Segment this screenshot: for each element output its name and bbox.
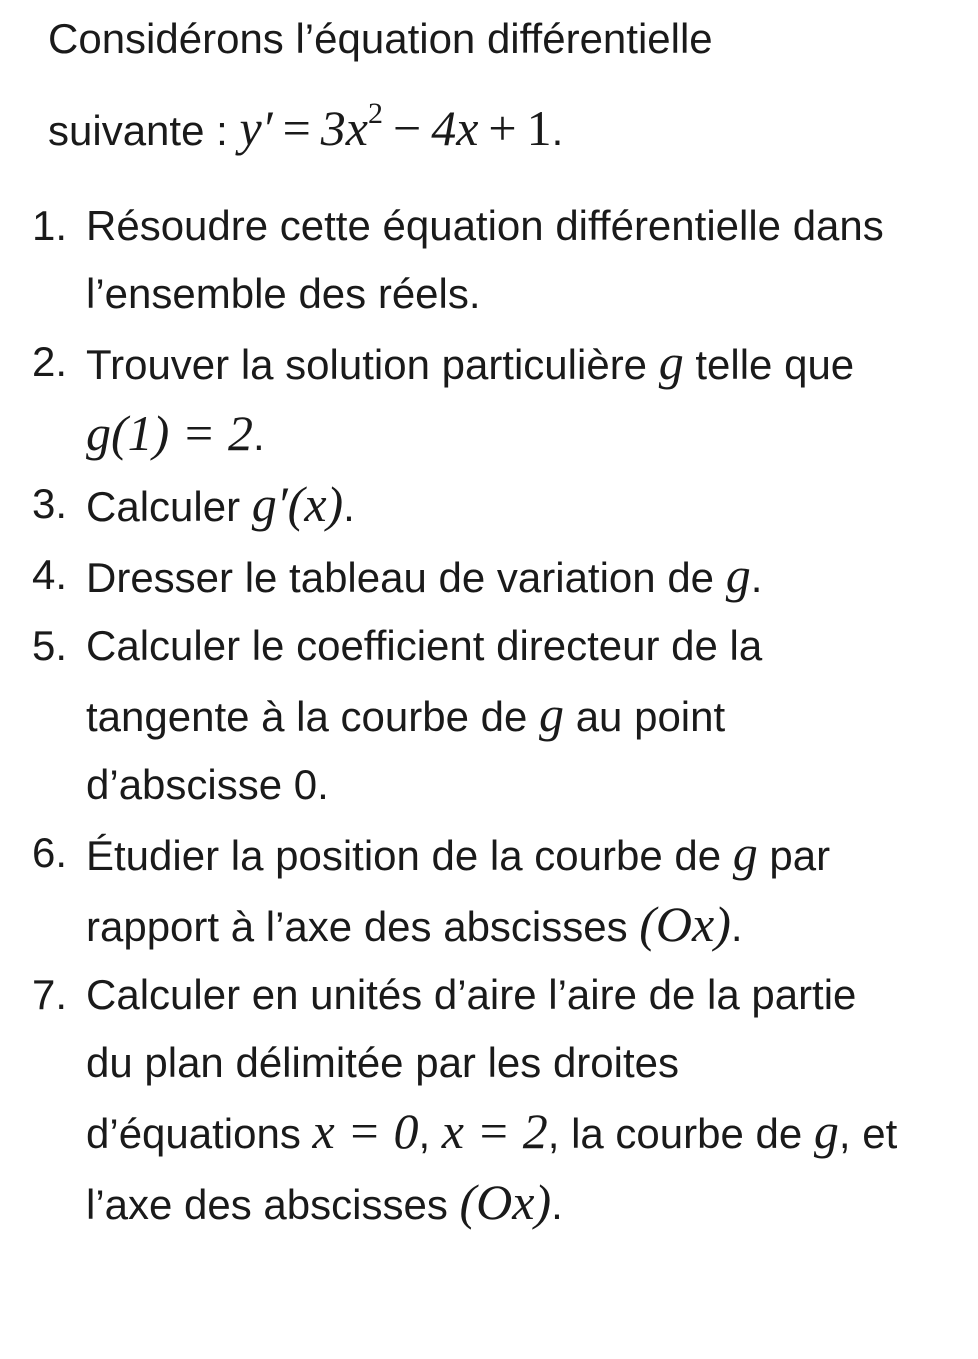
eq-minus: − xyxy=(393,100,422,156)
question-text-part: par rapport à l’axe des abscisses xyxy=(86,832,831,950)
question-text-part: . xyxy=(253,412,265,459)
math-g: g xyxy=(658,334,684,390)
math-ox-axis: (Ox) xyxy=(639,896,731,952)
math-g-of-1-equals-2: g(1) = 2 xyxy=(86,405,254,461)
intro-line-1: Considérons l’équation différentielle xyxy=(48,15,713,62)
intro-end-period: . xyxy=(551,107,564,154)
question-4 xyxy=(32,541,900,612)
intro-paragraph xyxy=(48,0,948,172)
question-number: 2. xyxy=(32,338,68,385)
math-x-equals-0: x = 0 xyxy=(312,1103,419,1159)
eq-plus: + xyxy=(488,100,517,156)
question-text-part: Calculer en unités d’aire l’aire de la partie du plan délimitée par les droites d’équations xyxy=(86,971,857,1157)
question-text-part: . xyxy=(551,1181,563,1228)
question-number: 4. xyxy=(32,551,68,598)
question-text-part: telle que xyxy=(683,341,855,388)
math-x-equals-2: x = 2 xyxy=(441,1103,548,1159)
question-number: 7. xyxy=(32,971,68,1018)
question-3 xyxy=(32,470,900,541)
question-text-part: . xyxy=(730,903,743,950)
question-number: 1. xyxy=(32,202,68,249)
question-text xyxy=(86,612,900,819)
math-g: g xyxy=(725,547,751,603)
question-text-part: Trouver la solution particulière xyxy=(86,341,659,388)
intro-line-2-text: suivante : xyxy=(48,107,240,154)
eq-equals: = xyxy=(282,100,311,156)
question-number: 5. xyxy=(32,622,68,669)
question-text-part: . xyxy=(343,483,355,530)
eq-constant: 1 xyxy=(526,100,552,156)
math-g: g xyxy=(813,1103,839,1159)
question-text-part: au point d’abscisse 0. xyxy=(86,693,726,808)
question-6 xyxy=(32,819,900,961)
math-ox-axis: (Ox) xyxy=(459,1174,552,1230)
differential-equation xyxy=(239,97,552,156)
question-text-part: Résoudre cette équation différentielle dans l’ensemble des réels. xyxy=(86,202,884,317)
math-g-prime-x: g′(x) xyxy=(251,476,344,532)
question-text xyxy=(86,819,900,961)
question-text-part: . xyxy=(750,554,763,601)
question-number: 3. xyxy=(32,480,68,527)
math-g: g xyxy=(539,686,565,742)
question-2 xyxy=(32,328,900,470)
question-text xyxy=(86,961,900,1239)
question-text-part: Dresser le tableau de variation de xyxy=(86,554,726,601)
question-number: 6. xyxy=(32,829,68,876)
eq-exponent: 2 xyxy=(368,97,383,130)
question-text xyxy=(86,192,900,328)
question-text-part: , et l’axe des abscisses xyxy=(86,1110,898,1228)
question-text-part: Étudier la position de la courbe de xyxy=(86,832,733,879)
math-g: g xyxy=(732,825,758,881)
question-text-part: Calculer le coefficient directeur de la tangente à la courbe de xyxy=(86,622,763,740)
question-text xyxy=(86,470,900,541)
question-text xyxy=(86,328,900,470)
question-text-part: , la courbe de xyxy=(547,1110,814,1157)
exercise-document xyxy=(48,0,948,172)
question-1 xyxy=(32,192,900,328)
eq-term-1: 3x xyxy=(320,100,368,156)
question-5 xyxy=(32,612,900,819)
question-list xyxy=(32,192,900,1239)
question-7 xyxy=(32,961,900,1239)
question-text-part: Calculer xyxy=(86,483,252,530)
intro-line-2 xyxy=(48,80,948,172)
question-text xyxy=(86,541,900,612)
question-text-part: , xyxy=(418,1110,442,1157)
eq-term-2: 4x xyxy=(431,100,479,156)
eq-lhs: y′ xyxy=(239,100,273,156)
